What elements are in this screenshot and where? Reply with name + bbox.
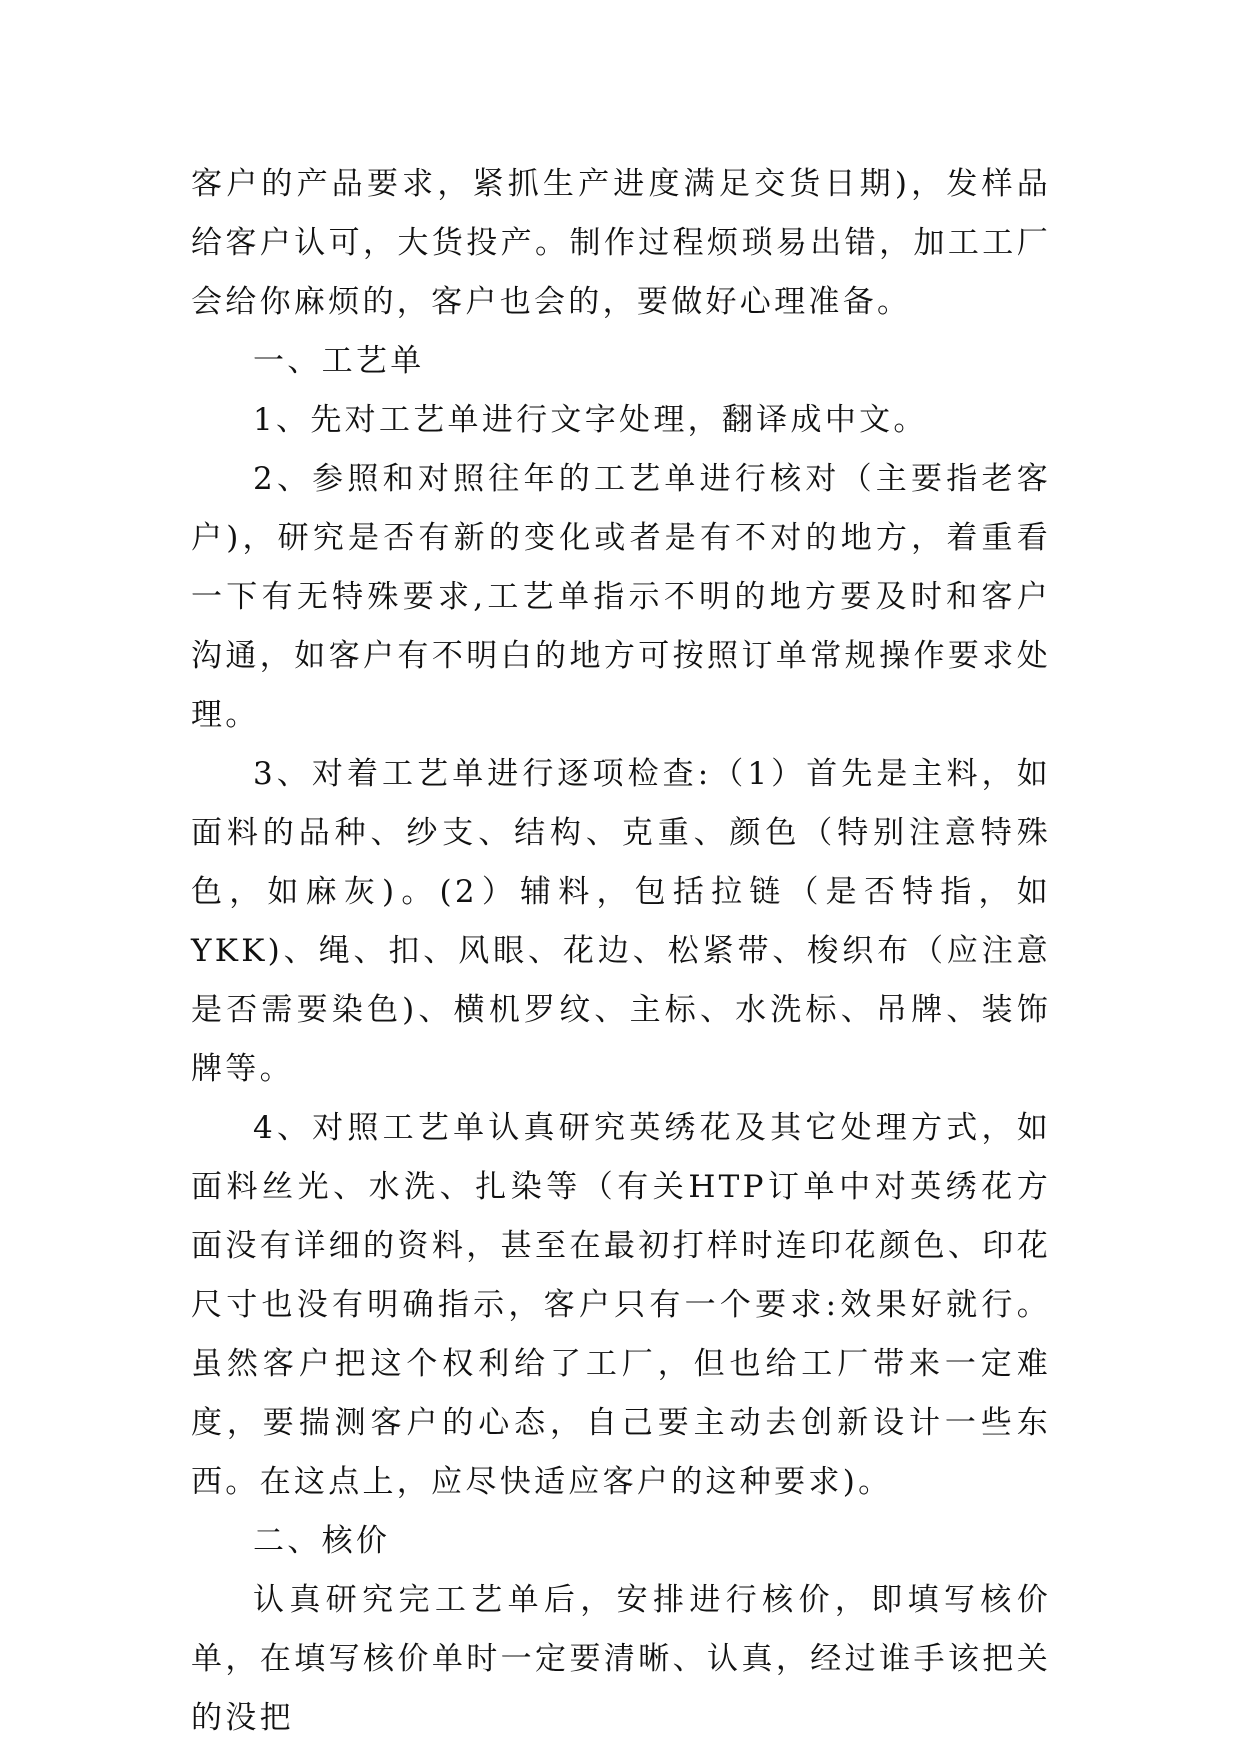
paragraph-step-3: 3、对着工艺单进行逐项检查:（1）首先是主料，如面料的品种、纱支、结构、克重、颜色（特别注意特殊色，如麻灰)。(2）辅料，包括拉链（是否特指，如YKK)、绳、扣、风眼、花边、松紧带、梭织布（应注意是否需要染色)、横机罗纹、主标、水洗标、吊牌、装饰牌等。 [191, 756, 1051, 1087]
paragraph-pricing: 认真研究完工艺单后，安排进行核价，即填写核价单，在填写核价单时一定要清晰、认真，经过谁手该把关的没把 [191, 1582, 1051, 1736]
section-heading-pricing: 二、核价 [253, 1523, 391, 1559]
paragraph-intro-continuation: 客户的产品要求，紧抓生产进度满足交货日期)，发样品给客户认可，大货投产。制作过程烦琐易出错，加工工厂会给你麻烦的，客户也会的，要做好心理准备。 [191, 166, 1051, 320]
paragraph-step-4: 4、对照工艺单认真研究英绣花及其它处理方式，如面料丝光、水洗、扎染等（有关HTP订单中对英绣花方面没有详细的资料，甚至在最初打样时连印花颜色、印花尺寸也没有明确指示，客户只有一个要求:效果好就行。虽然客户把这个权利给了工厂，但也给工厂带来一定难度，要揣测客户的心态，自己要主动去创新设计一些东西。在这点上，应尽快适应客户的这种要求)。 [191, 1110, 1051, 1500]
section-heading-process-sheet: 一、工艺单 [253, 343, 425, 379]
paragraph-step-2: 2、参照和对照往年的工艺单进行核对（主要指老客户)，研究是否有新的变化或者是有不对的地方，着重看一下有无特殊要求,工艺单指示不明的地方要及时和客户沟通，如客户有不明白的地方可按照订单常规操作要求处理。 [191, 461, 1051, 733]
paragraph-step-1: 1、先对工艺单进行文字处理，翻译成中文。 [253, 402, 928, 438]
document-body [191, 155, 1051, 1748]
